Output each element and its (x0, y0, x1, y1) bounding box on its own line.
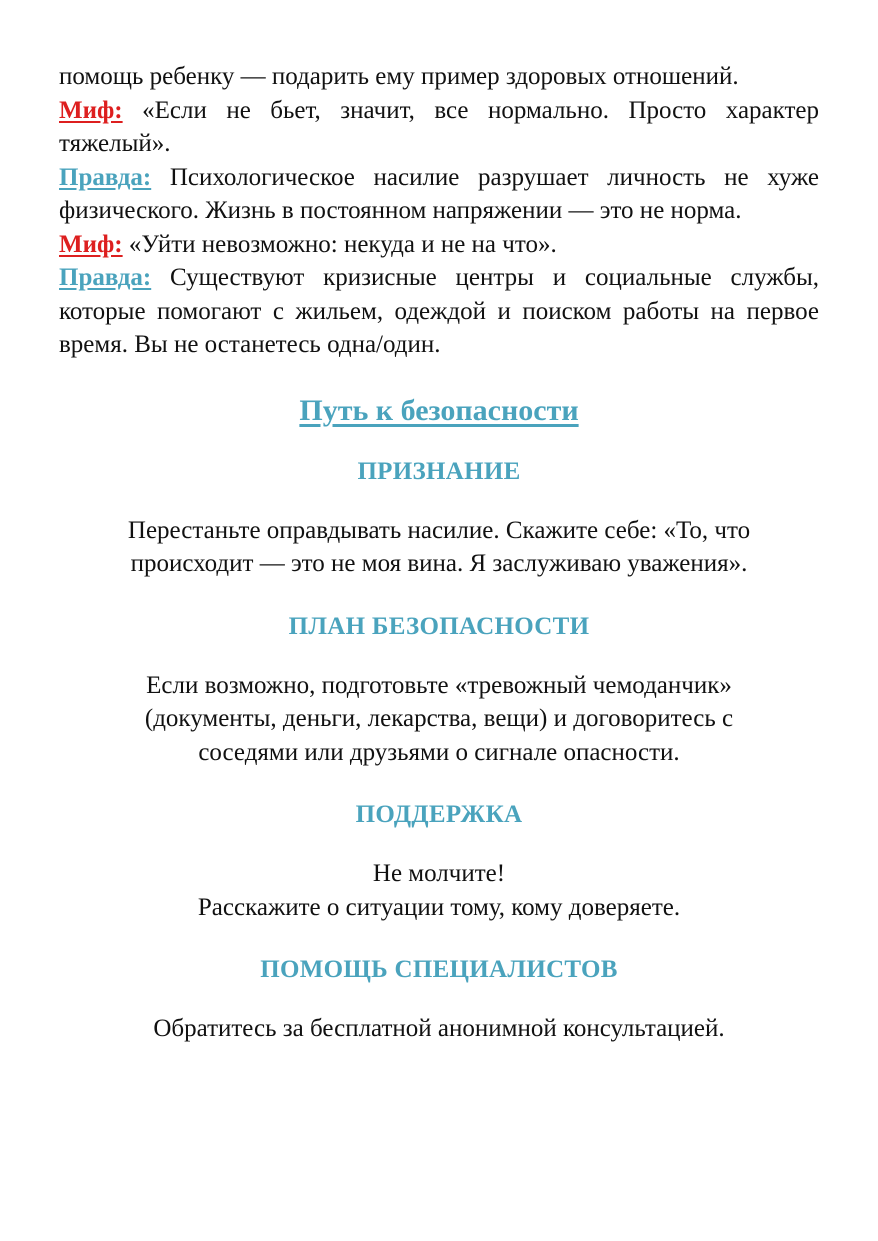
myth-text: «Если не бьет, значит, все нормально. Просто характер тяжелый». (59, 96, 819, 157)
myth-1 (59, 94, 819, 161)
truth-2 (59, 261, 819, 362)
step-heading-recognition: ПРИЗНАНИЕ (357, 457, 521, 485)
step-text-recognition (59, 514, 819, 581)
step-line: Обратитесь за бесплатной анонимной консультацией. (153, 1015, 725, 1042)
truth-label: Правда: (59, 264, 152, 291)
myth-label: Миф: (59, 230, 123, 258)
step-line: Перестаньте оправдывать насилие. Скажите себе: «То, что (127, 516, 751, 544)
truth-label: Правда: (59, 163, 152, 191)
step-line: Не молчите! (372, 860, 506, 887)
truth-1 (59, 161, 819, 228)
step-line: происходит — это не моя вина. Я заслуживаю уважения». (130, 550, 748, 577)
step-line: Если возможно, подготовьте «тревожный чемоданчик» (146, 671, 732, 699)
step-text-safety-plan (59, 669, 819, 770)
truth-text: Психологическое насилие разрушает личность не хуже физического. Жизнь в постоянном напряжении — это не норма. (59, 163, 819, 224)
step-line: Расскажите о ситуации тому, кому доверяете. (197, 893, 681, 921)
myth-2 (59, 228, 819, 262)
step-line: соседями или друзьями о сигнале опасности. (198, 738, 680, 766)
step-text-specialists (59, 1012, 819, 1046)
truth-text: Существуют кризисные центры и социальные службы, которые помогают с жильем, одеждой и поиском работы на первое время. Вы не останетесь одна/один. (59, 264, 819, 358)
step-text-support (59, 857, 819, 924)
safety-section-title: Путь к безопасности (299, 393, 579, 427)
document-page (59, 60, 819, 1046)
step-line: (документы, деньги, лекарства, вещи) и договоритесь с (144, 705, 734, 732)
step-heading-support: ПОДДЕРЖКА (355, 801, 523, 828)
step-heading-safety-plan: ПЛАН БЕЗОПАСНОСТИ (288, 612, 590, 640)
myth-label: Миф: (59, 96, 123, 124)
myth-text: «Уйти невозможно: некуда и не на что». (128, 230, 557, 258)
intro-continuation: помощь ребенку — подарить ему пример здоровых отношений. (59, 63, 739, 90)
step-heading-specialists: ПОМОЩЬ СПЕЦИАЛИСТОВ (260, 956, 618, 983)
